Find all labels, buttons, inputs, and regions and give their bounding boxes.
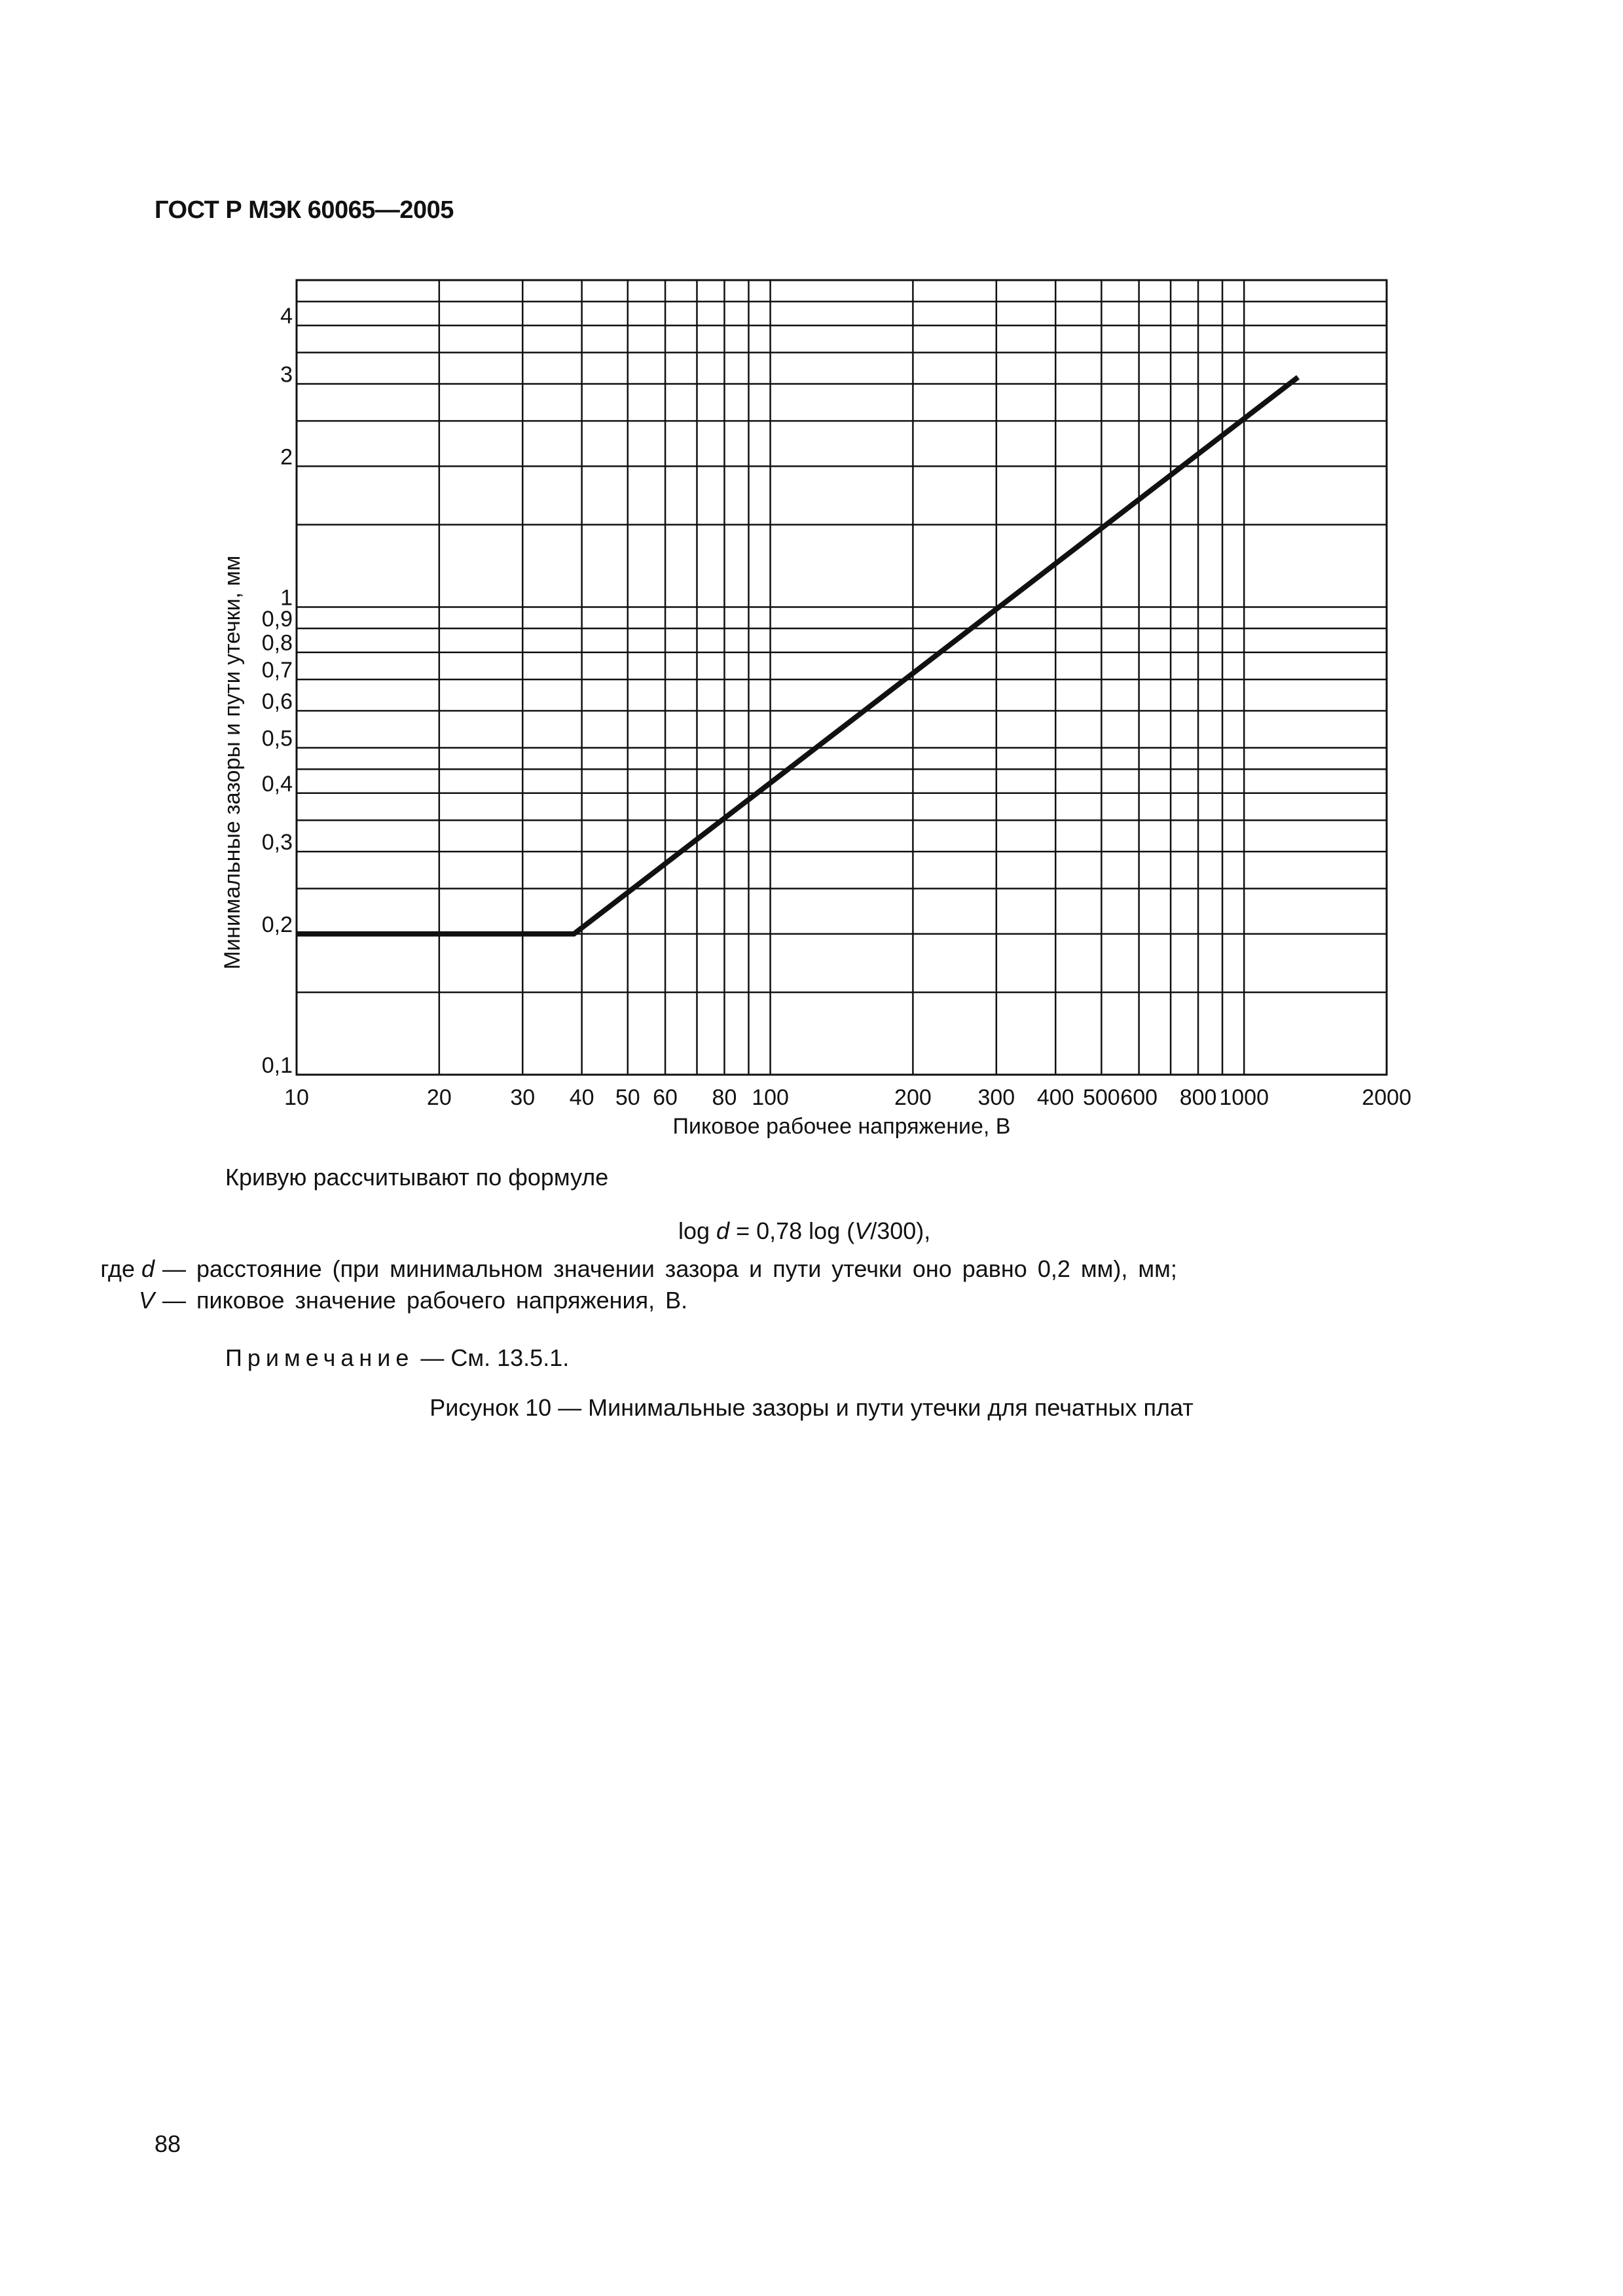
chart-x-tick-label: 50 — [615, 1085, 640, 1110]
formula-intro: Кривую рассчитывают по формуле — [225, 1164, 609, 1191]
chart-x-axis-label: Пиковое рабочее напряжение, В — [672, 1114, 1011, 1139]
chart-x-tick-label: 200 — [894, 1085, 932, 1110]
formula-part: /300), — [870, 1217, 931, 1244]
chart-series-line — [297, 377, 1298, 934]
chart-x-tick-label: 300 — [977, 1085, 1015, 1110]
chart-x-tick-label: 400 — [1036, 1085, 1074, 1110]
note — [225, 1344, 569, 1372]
chart-y-tick-label: 0,7 — [261, 658, 293, 683]
document-header: ГОСТ Р МЭК 60065—2005 — [155, 196, 454, 224]
chart-x-tick-label: 2000 — [1362, 1085, 1412, 1110]
legend-prefix: где — [100, 1255, 141, 1282]
chart-y-tick-label: 0,3 — [261, 830, 293, 855]
formula-var-v: V — [854, 1217, 871, 1244]
chart-y-tick-labels — [262, 304, 293, 1078]
legend-row-v — [63, 1287, 687, 1314]
chart-y-tick-label: 0,9 — [261, 607, 293, 632]
legend-description: — расстояние (при минимальном значении зазора и пути утечки оно равно 0,2 мм), мм; — [162, 1255, 1177, 1282]
formula-part: = 0,78 log ( — [729, 1217, 855, 1244]
chart-x-tick-label: 20 — [426, 1085, 452, 1110]
legend-description: — пиковое значение рабочего напряжения, В. — [162, 1287, 688, 1314]
chart-x-tick-labels — [284, 1085, 1412, 1110]
chart-x-tick-label: 80 — [712, 1085, 737, 1110]
chart-y-tick-label: 4 — [280, 304, 293, 329]
chart-y-tick-label: 3 — [280, 362, 293, 387]
chart-series — [297, 377, 1298, 934]
chart-y-tick-label: 1 — [280, 585, 293, 611]
chart-y-tick-label: 0,1 — [261, 1053, 293, 1078]
chart-y-tick-label: 0,4 — [261, 771, 293, 797]
chart-x-tick-label: 800 — [1179, 1085, 1217, 1110]
chart-x-tick-label: 100 — [752, 1085, 789, 1110]
legend-symbol: d — [141, 1255, 155, 1282]
legend-symbol-cell — [63, 1255, 162, 1283]
formula-var-d: d — [716, 1217, 730, 1244]
chart-y-axis-label: Минимальные зазоры и пути утечки, мм — [220, 555, 245, 970]
chart-y-tick-label: 0,5 — [261, 726, 293, 751]
chart-x-tick-label: 1000 — [1219, 1085, 1269, 1110]
chart-y-tick-label: 0,6 — [261, 689, 293, 714]
legend-symbol: V — [138, 1287, 155, 1314]
note-text: — См. 13.5.1. — [414, 1344, 570, 1371]
chart-x-tick-label: 10 — [284, 1085, 309, 1110]
legend-row-d — [63, 1255, 1177, 1283]
chart-y-tick-label: 0,2 — [261, 912, 293, 937]
chart-gridlines-x — [297, 280, 1387, 1075]
chart-x-tick-label: 40 — [569, 1085, 594, 1110]
note-label: Примечание — [225, 1344, 414, 1371]
formula — [678, 1217, 930, 1245]
formula-part: log — [678, 1217, 717, 1244]
chart-x-tick-label: 500 — [1082, 1085, 1120, 1110]
legend-symbol-cell — [63, 1287, 162, 1314]
page-number: 88 — [155, 2130, 181, 2157]
chart-x-tick-label: 60 — [653, 1085, 678, 1110]
chart-x-tick-label: 30 — [510, 1085, 536, 1110]
chart-y-tick-label: 0,8 — [261, 630, 293, 656]
chart-x-tick-label: 600 — [1120, 1085, 1158, 1110]
chart-y-tick-label: 2 — [280, 444, 293, 470]
figure-caption: Рисунок 10 — Минимальные зазоры и пути утечки для печатных плат — [429, 1394, 1194, 1421]
